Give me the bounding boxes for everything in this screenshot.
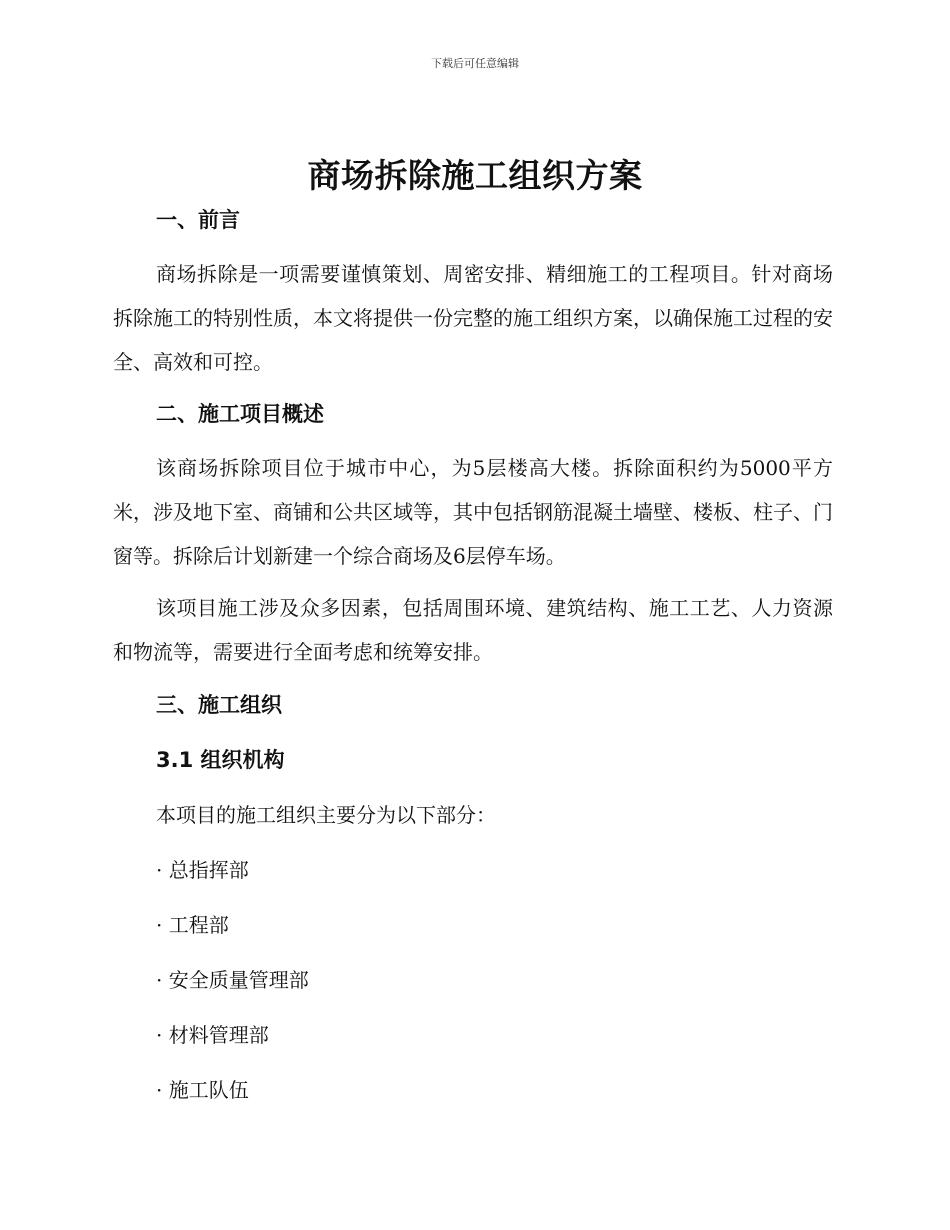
org-list-item-5-block — [113, 1075, 833, 1105]
preface-paragraph: 商场拆除是一项需要谨慎策划、周密安排、精细施工的工程项目。针对商场拆除施工的特别性质，本文将提供一份完整的施工组织方案，以确保施工过程的安全、高效和可控。 — [113, 262, 833, 374]
org-list-item: · 安全质量管理部 — [156, 968, 309, 992]
subsection-heading-structure: 3.1 组织机构 — [156, 748, 285, 772]
section-1-heading-block — [113, 205, 833, 235]
section-2-body-2 — [113, 586, 833, 674]
section-2-body-1 — [113, 446, 833, 578]
section-heading-overview: 二、施工项目概述 — [156, 402, 324, 426]
org-list-item: · 材料管理部 — [156, 1023, 269, 1047]
org-list-item-4-block — [113, 1020, 833, 1050]
overview-paragraph-1: 该商场拆除项目位于城市中心，为5层楼高大楼。拆除面积约为5000平方米，涉及地下室、商铺和公共区域等，其中包括钢筋混凝土墙壁、楼板、柱子、门窗等。拆除后计划新建一个综合商场及6层停车场。 — [113, 456, 833, 568]
document-title: 商场拆除施工组织方案 — [307, 156, 643, 195]
org-list-item: · 总指挥部 — [156, 858, 249, 882]
org-list-item: · 工程部 — [156, 913, 229, 937]
section-heading-organization: 三、施工组织 — [156, 693, 282, 717]
org-list-item: · 施工队伍 — [156, 1078, 249, 1102]
section-3-1-heading-block — [113, 745, 833, 775]
section-2-heading-block — [113, 399, 833, 429]
org-list-item-3-block — [113, 965, 833, 995]
structure-intro: 本项目的施工组织主要分为以下部分： — [156, 803, 496, 827]
section-heading-preface: 一、前言 — [156, 208, 240, 232]
section-3-1-intro-block — [113, 800, 833, 830]
section-3-heading-block — [113, 690, 833, 720]
header-note: 下载后可任意编辑 — [431, 57, 519, 70]
overview-paragraph-2: 该项目施工涉及众多因素，包括周围环境、建筑结构、施工工艺、人力资源和物流等，需要进行全面考虑和统筹安排。 — [113, 596, 833, 664]
org-list-item-2-block — [113, 910, 833, 940]
section-1-body — [113, 252, 833, 384]
org-list-item-1-block — [113, 855, 833, 885]
